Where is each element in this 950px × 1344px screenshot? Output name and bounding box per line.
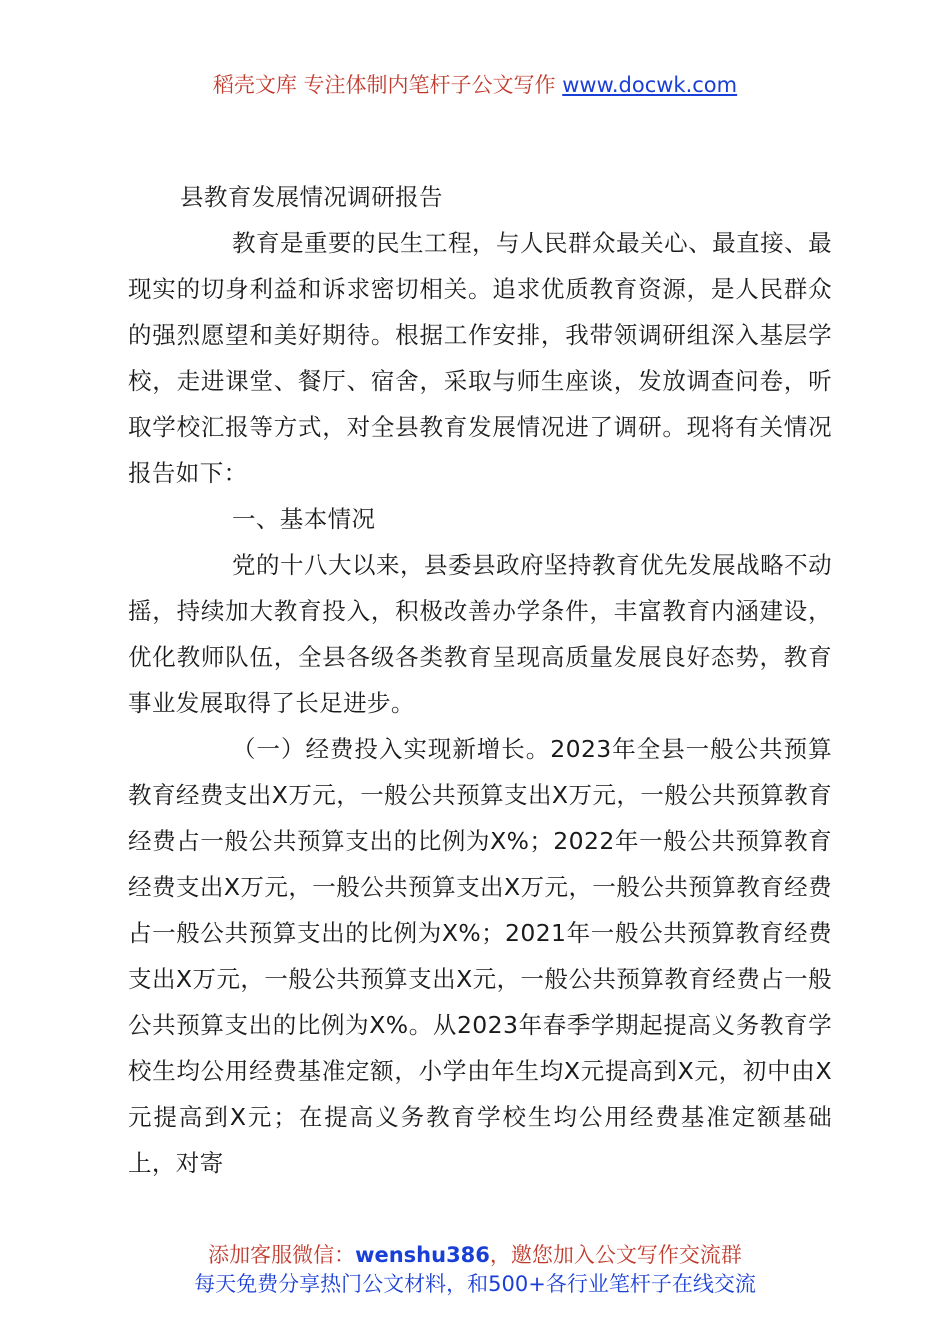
footer-wechat-id: wenshu386: [355, 1243, 490, 1267]
footer-line-1: [0, 1241, 950, 1270]
page-header: [0, 70, 950, 100]
document-title: 县教育发展情况调研报告: [180, 183, 443, 211]
paragraph-funding: （一）经费投入实现新增长。2023年全县一般公共预算教育经费支出X万元，一般公共预算支出X万元，一般公共预算教育经费占一般公共预算支出的比例为X%；2022年一般公共预算教育经费支出X万元，一般公共预算支出X万元，一般公共预算教育经费占一般公共预算支出的比例为X%；2021年一般公共预算教育经费支出X万元，一般公共预算支出X元，一般公共预算教育经费占一般公共预算支出的比例为X%。从2023年春季学期起提高义务教育学校生均公用经费基准定额，小学由年生均X元提高到X元，初中由X元提高到X元；在提高义务教育学校生均公用经费基准定额基础上，对寄: [128, 735, 832, 1177]
paragraph-intro: 教育是重要的民生工程，与人民群众最关心、最直接、最现实的切身利益和诉求密切相关。追求优质教育资源，是人民群众的强烈愿望和美好期待。根据工作安排，我带领调研组深入基层学校，走进课堂、餐厅、宿舍，采取与师生座谈，发放调查问卷，听取学校汇报等方式，对全县教育发展情况进了调研。现将有关情况报告如下：: [128, 229, 832, 487]
footer-wechat-prefix: 添加客服微信：: [208, 1243, 356, 1267]
header-brand: 稻壳文库 专注体制内笔杆子公文写作: [212, 73, 556, 97]
header-url-link[interactable]: www.docwk.com: [562, 73, 738, 97]
footer-line-2: 每天免费分享热门公文材料，和500+各行业笔杆子在线交流: [194, 1272, 756, 1296]
page-footer: [0, 1241, 950, 1299]
paragraph-overview: 党的十八大以来，县委县政府坚持教育优先发展战略不动摇，持续加大教育投入，积极改善办学条件，丰富教育内涵建设，优化教师队伍，全县各级各类教育呈现高质量发展良好态势，教育事业发展取得了长足进步。: [128, 551, 832, 717]
section-heading-basic: 一、基本情况: [232, 505, 376, 533]
document-body: [128, 174, 832, 1186]
footer-wechat-suffix: ，邀您加入公文写作交流群: [489, 1243, 742, 1267]
